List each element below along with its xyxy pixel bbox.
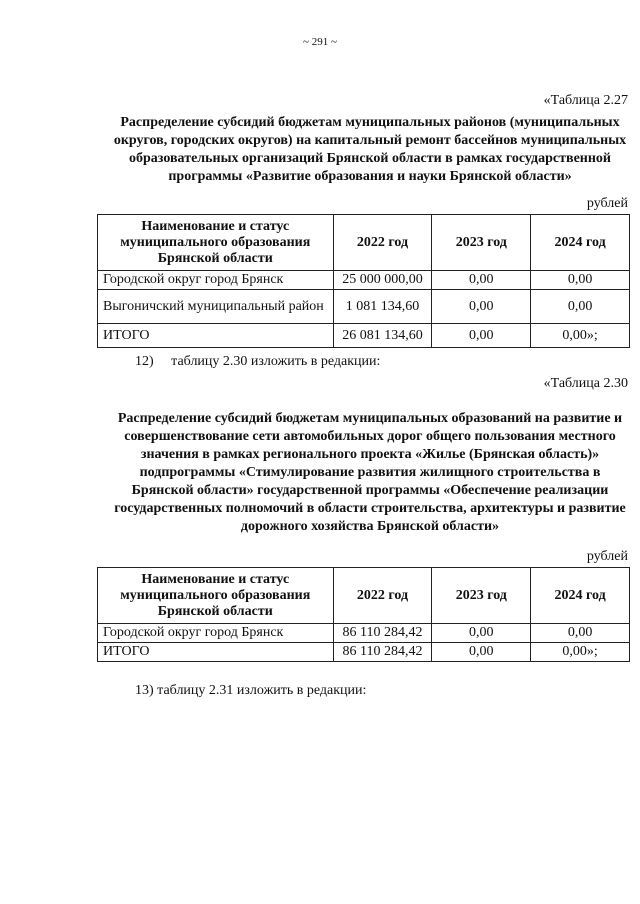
- table-label-2-30: «Таблица 2.30: [543, 376, 628, 391]
- cell-2023: 0,00: [432, 324, 531, 348]
- header-2024: 2024 год: [531, 568, 630, 624]
- table-title-2-27: Распределение субсидий бюджетам муниципальных районов (муниципальных округов, городских округов) на капитальный ремонт бассейнов муниципальных образовательных организаций Брянской области в рамках государственной программы «Развитие образования и науки Брянской области»: [113, 115, 627, 184]
- cell-2022: 26 081 134,60: [333, 324, 432, 348]
- cell-2024: 0,00: [531, 290, 630, 324]
- cell-2024: 0,00»;: [531, 643, 630, 662]
- header-name: Наименование и статус муниципального образования Брянской области: [98, 215, 334, 271]
- header-2024: 2024 год: [531, 215, 630, 271]
- table-row: [98, 271, 630, 290]
- table-total-row: [98, 643, 630, 662]
- header-2023: 2023 год: [432, 215, 531, 271]
- table-label-2-27: «Таблица 2.27: [543, 93, 628, 108]
- table-row: [98, 290, 630, 324]
- header-name: Наименование и статус муниципального образования Брянской области: [98, 568, 334, 624]
- header-2022: 2022 год: [333, 568, 432, 624]
- header-2022: 2022 год: [333, 215, 432, 271]
- cell-name: Выгоничский муниципальный район: [98, 290, 334, 324]
- unit-label: рублей: [586, 549, 628, 564]
- table-header-row: [98, 215, 630, 271]
- cell-name: ИТОГО: [98, 643, 334, 662]
- cell-2024: 0,00: [531, 624, 630, 643]
- subsidy-table-2-30: [97, 567, 630, 662]
- cell-2023: 0,00: [432, 624, 531, 643]
- cell-2022: 1 081 134,60: [333, 290, 432, 324]
- cell-2024: 0,00: [531, 271, 630, 290]
- table-title-2-30: Распределение субсидий бюджетам муниципальных образований на развитие и совершенствование сети автомобильных дорог общего пользования местного значения в рамках регионального проекта «Жилье (Брянская область)» подпрограммы «Стимулирование развития жилищного строительства в Брянской области» государственной программы «Обеспечение реализации государственных полномочий в области строительства, архитектуры и развитие дорожного хозяйства Брянской области»: [114, 411, 626, 534]
- cell-2022: 25 000 000,00: [333, 271, 432, 290]
- cell-2023: 0,00: [432, 271, 531, 290]
- paragraph-item-12: 12) таблицу 2.30 изложить в редакции:: [135, 354, 381, 369]
- table-total-row: [98, 324, 630, 348]
- paragraph-item-13: 13) таблицу 2.31 изложить в редакции:: [135, 683, 367, 698]
- cell-2022: 86 110 284,42: [333, 624, 432, 643]
- subsidy-table-2-27: [97, 214, 630, 348]
- cell-2022: 86 110 284,42: [333, 643, 432, 662]
- cell-2023: 0,00: [432, 290, 531, 324]
- cell-name: Городской округ город Брянск: [98, 624, 334, 643]
- page-number: ~ 291 ~: [303, 36, 337, 48]
- cell-2023: 0,00: [432, 643, 531, 662]
- cell-2024: 0,00»;: [531, 324, 630, 348]
- table-row: [98, 624, 630, 643]
- cell-name: ИТОГО: [98, 324, 334, 348]
- unit-label: рублей: [586, 196, 628, 211]
- table-header-row: [98, 568, 630, 624]
- cell-name: Городской округ город Брянск: [98, 271, 334, 290]
- header-2023: 2023 год: [432, 568, 531, 624]
